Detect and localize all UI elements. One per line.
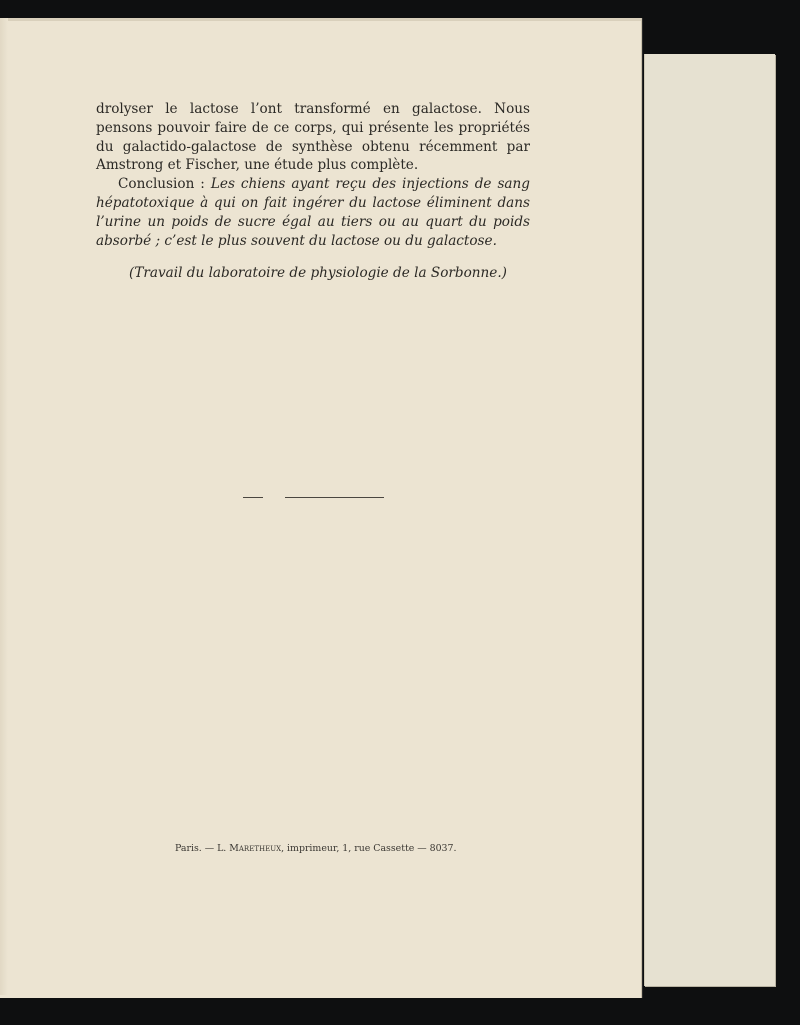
- conclusion-text: Les chiens ayant reçu des injections de sang hépatotoxique à qui on fait ingérer du lactose éliminent dans l’urine un poids de sucre égal au tiers ou au quart du poids absorbé ; c’est le plus souvent du lactose ou du galactose.: [96, 176, 530, 249]
- paragraph-continuation: drolyser le lactose l’ont transformé en galactose. Nous pensons pouvoir faire de ce corps, qui présente les propriétés du galactido-galactose de synthèse obtenu récemment par Amstrong et Fischer, une étude plus complète.: [96, 101, 530, 174]
- lab-credit: (Travail du laboratoire de physiologie de la Sorbonne.): [129, 265, 507, 282]
- page-edge: [0, 18, 8, 995]
- conclusion-label: Conclusion :: [118, 176, 205, 193]
- imprint-suffix: , imprimeur, 1, rue Cassette — 8037.: [281, 843, 457, 854]
- conclusion-paragraph: [96, 175, 530, 250]
- imprint-printer-name: Maretheux: [229, 843, 282, 854]
- printer-imprint: [175, 843, 475, 854]
- back-sheet: [644, 54, 775, 986]
- separator-rule: [243, 497, 384, 498]
- text-block: [96, 100, 530, 283]
- imprint-prefix: Paris. — L.: [175, 843, 230, 854]
